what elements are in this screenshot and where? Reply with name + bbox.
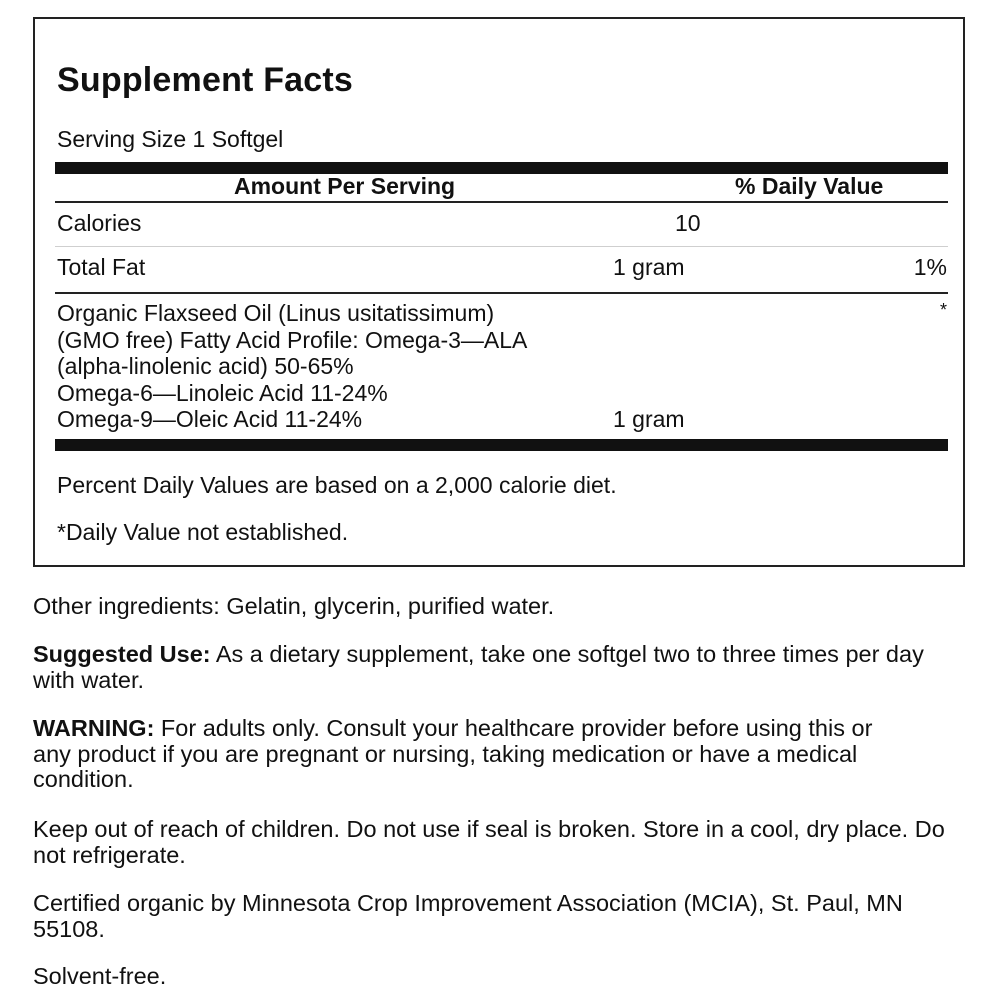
suggested-use <box>33 642 963 693</box>
ingredient-amount: 1 gram <box>613 406 685 432</box>
warning <box>33 716 913 793</box>
solvent-free <box>33 964 973 990</box>
header-amount-per-serving: Amount Per Serving <box>234 173 456 199</box>
supplement-facts-panel <box>33 17 965 567</box>
ingredient-block <box>57 300 527 433</box>
serving-size: Serving Size 1 Softgel <box>57 126 284 152</box>
facts-title: Supplement Facts <box>57 61 354 99</box>
ingredient-daily-value-asterisk: * <box>939 300 947 320</box>
ingredient-line: Omega-9—Oleic Acid 11-24% <box>57 406 363 432</box>
solvent-free-text: Solvent-free. <box>33 963 167 989</box>
ingredient-line: Organic Flaxseed Oil (Linus usitatissimum) <box>57 300 495 326</box>
row-daily-value: 1% <box>913 254 947 280</box>
footnote-not-established: *Daily Value not established. <box>57 519 349 545</box>
row-amount: 10 <box>675 210 701 236</box>
ingredient-line: (GMO free) Fatty Acid Profile: Omega-3—ALA <box>57 326 528 353</box>
divider-row <box>55 246 948 247</box>
divider-ingredient <box>55 292 948 294</box>
suggested-use-label: Suggested Use: <box>33 641 211 667</box>
warning-text: For adults only. Consult your healthcare provider before using this or any product if you are pregnant or nursing, taking medication or have a medical condition. <box>33 715 873 792</box>
certification <box>33 891 913 942</box>
suggested-use-text: As a dietary supplement, take one softgel two to three times per day with water. <box>33 641 924 693</box>
row-name: Total Fat <box>57 254 146 280</box>
footnote-daily-values: Percent Daily Values are based on a 2,000 calorie diet. <box>57 472 617 498</box>
ingredient-line: (alpha-linolenic acid) 50-65% <box>57 353 354 379</box>
other-ingredients <box>33 594 973 620</box>
storage-text: Keep out of reach of children. Do not use if seal is broken. Store in a cool, dry place. Do not refrigerate. <box>33 816 945 868</box>
warning-label: WARNING: <box>33 715 155 741</box>
divider-header <box>55 201 948 203</box>
divider-thick-bottom <box>55 439 948 451</box>
certification-text: Certified organic by Minnesota Crop Improvement Association (MCIA), St. Paul, MN 55108. <box>33 890 903 942</box>
row-name: Calories <box>57 210 142 236</box>
row-amount: 1 gram <box>613 254 685 280</box>
ingredient-line: Omega-6—Linoleic Acid 11-24% <box>57 379 388 406</box>
other-ingredients-text: Other ingredients: Gelatin, glycerin, purified water. <box>33 593 555 619</box>
header-daily-value: % Daily Value <box>735 173 884 199</box>
storage-instructions <box>33 817 968 868</box>
